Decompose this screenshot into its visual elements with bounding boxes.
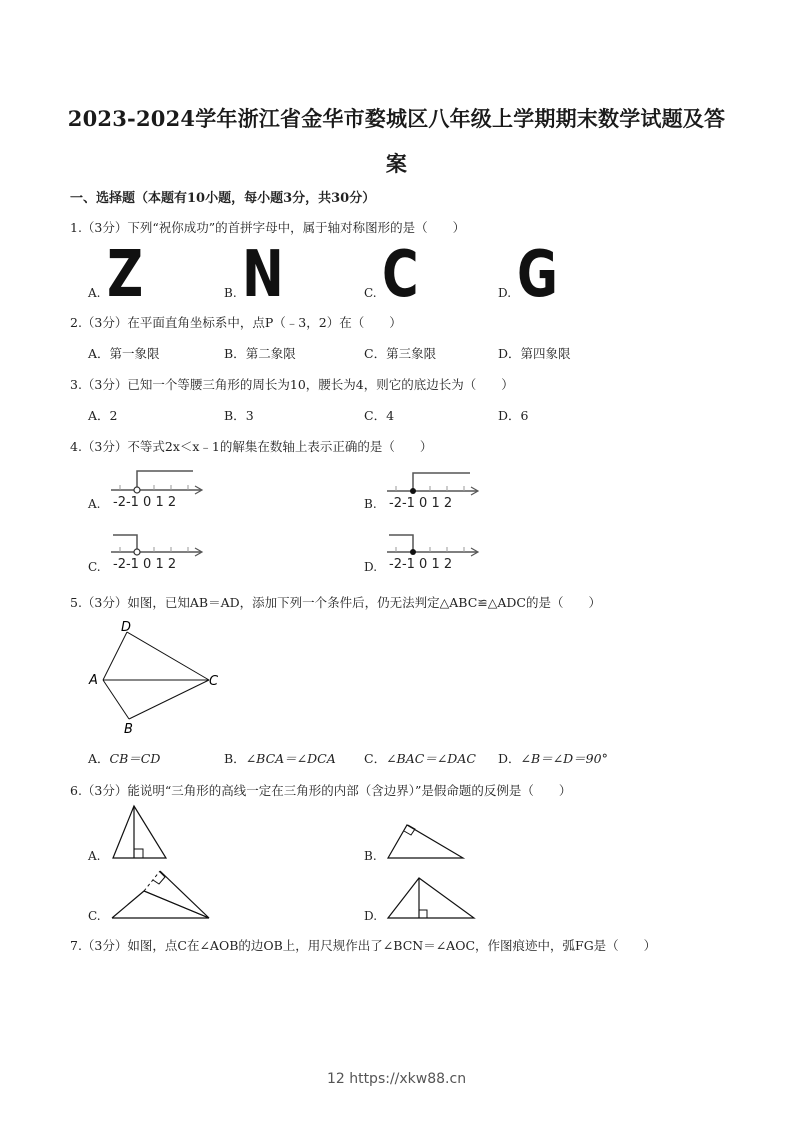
option-label: C. [88, 909, 101, 923]
question-2-stem: 2.（3分）在平面直角坐标系中，点P（﹣3，2）在（ ） [70, 315, 402, 330]
option-label: B. [224, 286, 237, 300]
option-label: C. [364, 286, 377, 300]
option-a: A．第一象限 [88, 346, 160, 361]
letter-g-figure: G [517, 238, 558, 312]
svg-text:A: A [89, 673, 98, 688]
option-a: A．CB＝CD [88, 751, 161, 766]
option-b: B．∠BCA＝∠DCA [224, 751, 336, 766]
right-triangle-figure [385, 820, 467, 862]
option-label: D. [364, 909, 378, 923]
question-3-stem: 3.（3分）已知一个等腰三角形的周长为10，腰长为4，则它的底边长为（ ） [70, 377, 514, 392]
triangle-altitude-inside-figure [110, 803, 170, 861]
page-footer: 12 https://xkw88.cn [326, 1071, 467, 1087]
option-label: D. [364, 560, 378, 574]
option-d: D．第四象限 [498, 346, 571, 361]
question-4-stem: 4.（3分）不等式2x＜x﹣1的解集在数轴上表示正确的是（ ） [70, 439, 433, 454]
number-line-closed-right-figure [384, 466, 484, 510]
svg-text:-2-1 0 1 2: -2-1 0 1 2 [389, 557, 453, 572]
svg-text:-2-1 0 1 2: -2-1 0 1 2 [389, 496, 453, 510]
letter-z-figure: Z [107, 238, 144, 312]
option-label: A. [88, 497, 101, 511]
option-label: B. [364, 497, 377, 511]
number-line-open-left-figure [108, 530, 208, 574]
option-c: C．4 [364, 408, 395, 423]
option-label: C. [88, 560, 101, 574]
page-title-line2: 案 [385, 151, 408, 176]
option-b: B．3 [224, 408, 254, 423]
question-6-stem: 6.（3分）能说明“三角形的高线一定在三角形的内部（含边界）”是假命题的反例是（ ） [70, 783, 572, 798]
svg-text:B: B [124, 722, 133, 737]
option-label: A. [88, 286, 101, 300]
option-d: D．∠B＝∠D＝90° [498, 751, 608, 766]
option-label: B. [364, 849, 377, 863]
obtuse-triangle-altitude-outside-figure [110, 866, 214, 922]
page-title-line1: 2023-2024学年浙江省金华市婺城区八年级上学期期末数学试题及答 [67, 106, 726, 131]
option-b: B．第二象限 [224, 346, 296, 361]
option-d: D．6 [498, 408, 529, 423]
letter-n-figure: N [242, 238, 284, 312]
svg-text:D: D [121, 620, 132, 635]
svg-text:-2-1 0 1 2: -2-1 0 1 2 [113, 557, 177, 572]
option-a: A．2 [88, 408, 118, 423]
svg-text:C: C [209, 674, 219, 689]
option-c: C．第三象限 [364, 346, 437, 361]
option-label: A. [88, 849, 101, 863]
triangle-altitude-inside-d-figure [385, 875, 477, 921]
question-1-stem: 1.（3分）下列“祝你成功”的首拼字母中，属于轴对称图形的是（ ） [70, 220, 466, 235]
number-line-open-right-figure [108, 466, 208, 510]
kite-abcd-figure [86, 618, 226, 738]
svg-text:-2-1 0 1 2: -2-1 0 1 2 [113, 495, 177, 510]
option-c: C．∠BAC＝∠DAC [364, 751, 476, 766]
section-heading: 一、选择题（本题有10小题，每小题3分，共30分） [70, 191, 376, 206]
letter-c-figure: C [382, 238, 419, 312]
option-label: D. [498, 286, 512, 300]
question-5-stem: 5.（3分）如图，已知AB＝AD，添加下列一个条件后，仍无法判定△ABC≌△ADC的是（ ） [70, 595, 601, 610]
number-line-closed-left-figure [384, 530, 484, 574]
question-7-stem: 7.（3分）如图，点C在∠AOB的边OB上，用尺规作出了∠BCN＝∠AOC，作图痕迹中，弧FG是（ ） [70, 938, 657, 953]
